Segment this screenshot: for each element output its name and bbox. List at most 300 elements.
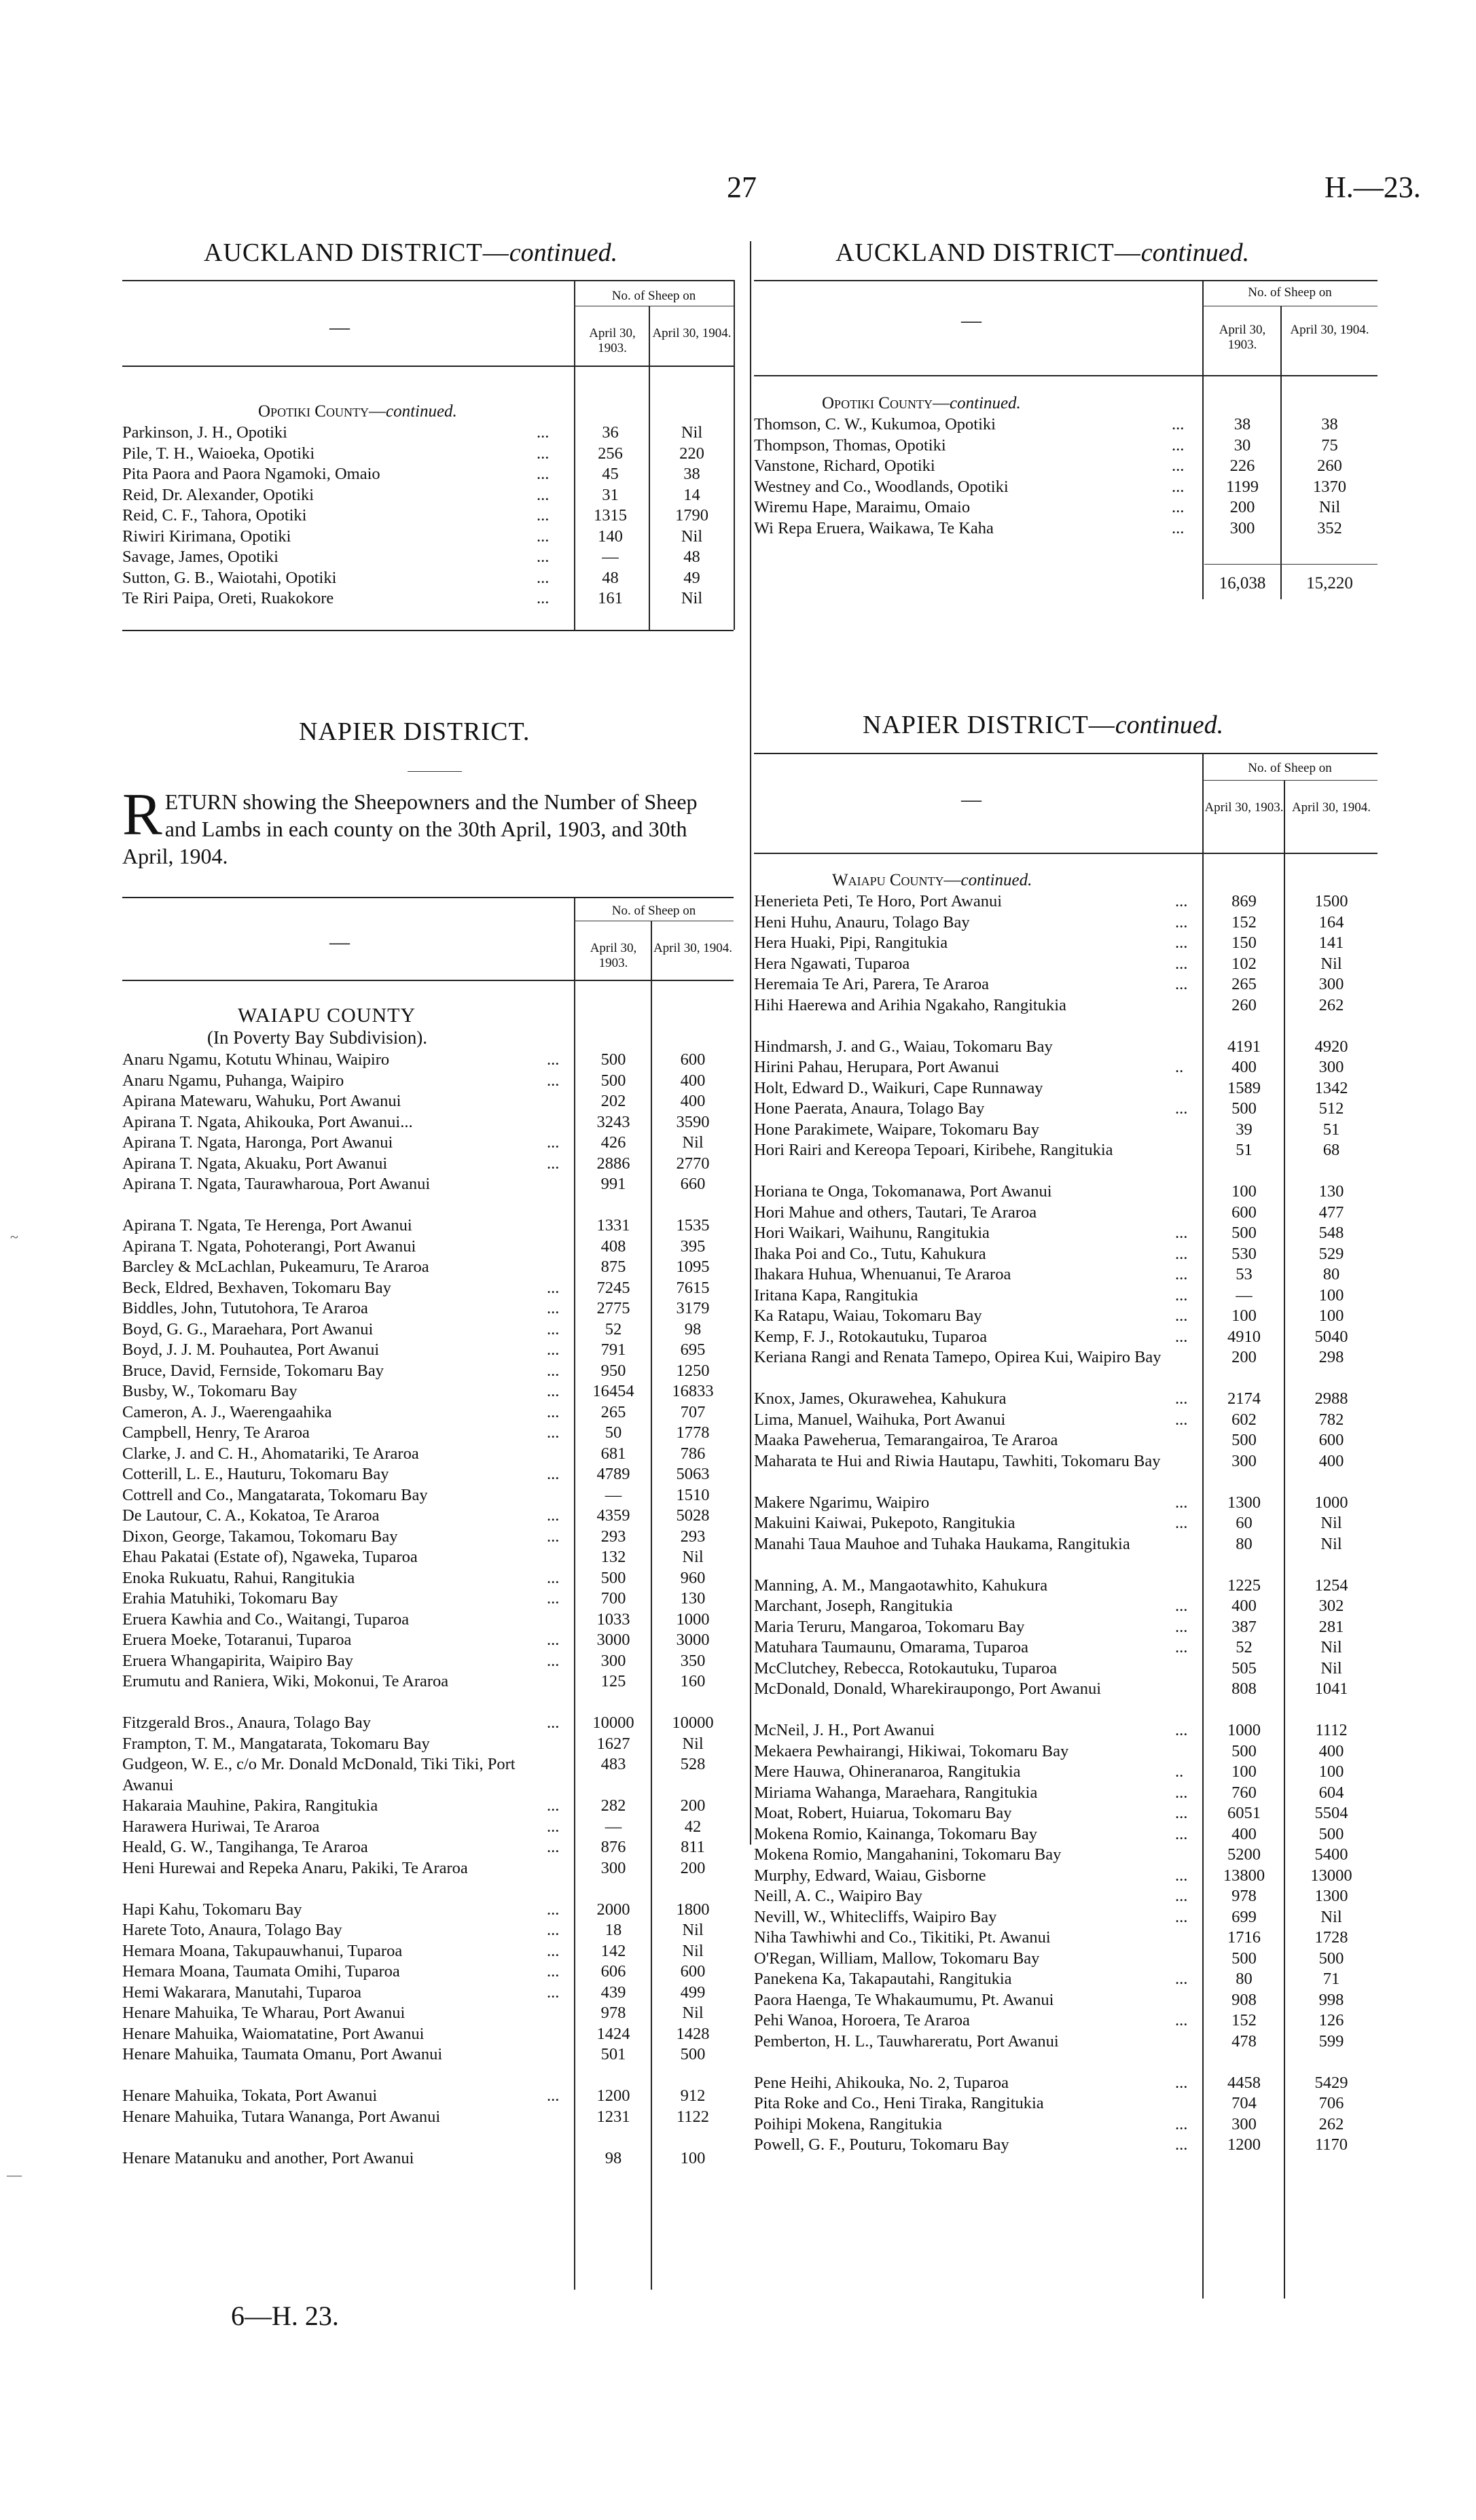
table-row [754,1866,1378,1887]
leader-dots: ... [1175,1514,1188,1532]
owner-name: Harawera Huriwai, Te Araroa [122,1817,320,1836]
owner-name: De Lautour, C. A., Kokatoa, Te Araroa [122,1506,380,1525]
leader-dots: ... [547,1796,560,1815]
owner-name: Hera Ngawati, Tuparoa [754,954,910,973]
sheep-1904: 1250 [676,1361,710,1380]
sheep-1903: 876 [600,1838,626,1856]
table-row [122,2086,734,2107]
sheep-1903: 2174 [1227,1389,1261,1408]
napier-right-col-group-rule [1202,780,1378,781]
sheep-1904: 5063 [676,1465,710,1483]
table-row [122,1630,734,1651]
sheep-1903: 51 [1236,1141,1253,1159]
leader-dots: ... [547,1568,560,1587]
table-row [754,1389,1378,1410]
owner-name: Manahi Taua Mauhoe and Tuhaka Haukama, Rangitukia [754,1534,1130,1553]
table-row [754,1783,1378,1804]
leader-dots: .. [1175,1762,1184,1781]
table-row [122,1361,734,1382]
owner-name: McClutchey, Rebecca, Rotokautuku, Tuparoa [754,1658,1058,1678]
owner-name: Heni Huhu, Anauru, Tolago Bay [754,912,970,931]
leader-dots: ... [547,1278,560,1297]
table-row [122,1319,734,1341]
leader-dots: ... [1175,2114,1188,2133]
napier-left-subcounty-heading: (In Poverty Bay Subdivision). [207,1027,427,1048]
sheep-1904: Nil [682,1548,704,1566]
sheep-1904: 200 [680,1796,706,1815]
auckland-left-col1-header: April 30, 1903. [589,326,636,355]
sheep-1904: 529 [1318,1244,1344,1263]
leader-dots: ... [547,1299,560,1317]
table-row [754,1347,1378,1389]
owner-name: Mokena Romio, Kainanga, Tokomaru Bay [754,1824,1037,1843]
leader-dots: ... [1175,2135,1188,2154]
owner-name: McDonald, Donald, Wharekiraupongo, Port Awanui [754,1680,1102,1698]
table-row [122,1610,734,1631]
owner-name: McNeil, J. H., Port Awanui [754,1721,935,1739]
table-row [122,1734,734,1755]
napier-right-header-rule [754,853,1378,854]
owner-name: Hori Waikari, Waihunu, Rangitukia [754,1224,990,1242]
table-row [122,1485,734,1506]
sheep-1903: 875 [600,1258,626,1276]
table-row: Thomson, C. W., Kukumoa, Opotiki ... 38 38 [754,415,1338,433]
owner-name: Matuhara Taumaunu, Omarama, Tuparoa [754,1638,1029,1656]
napier-right-col1-header: April 30, 1903. [1204,800,1284,815]
leader-dots: ... [547,1050,560,1069]
sheep-1904: Nil [682,1133,704,1152]
table-row [122,1154,734,1175]
sheep-1904: 1778 [676,1423,710,1442]
owner-name: Ehau Pakatai (Estate of), Ngaweka, Tuparoa [122,1548,418,1566]
margin-mark: ~ [10,1228,18,1245]
owner-name: Iritana Kapa, Rangitukia [754,1285,918,1305]
sheep-1903: 869 [1231,892,1257,910]
sheep-1904: 912 [680,2087,706,2105]
owner-name: Pemberton, H. L., Tauwhareratu, Port Awanui [754,2031,1059,2051]
sheep-1903: 80 [1236,1534,1253,1553]
sheep-1903: 102 [1231,954,1257,973]
sheep-1903: 4458 [1227,2073,1261,2092]
sheep-1903: 142 [600,1941,626,1960]
owner-name: Heald, G. W., Tangihanga, Te Araroa [122,1838,368,1856]
sheep-1904: 1000 [1314,1493,1348,1512]
table-row [122,1589,734,1610]
napier-left-intro: RETURN showing the Sheepowners and the Number of Sheep and Lambs in each county on the 30th April, 1903, and 30th April, 1904. [122,782,698,868]
table-row [754,1762,1378,1783]
sheep-1903: 530 [1231,1244,1257,1263]
sheep-1904: 100 [1318,1762,1344,1781]
sheep-1903: 52 [1236,1638,1253,1656]
sheep-1904: Nil [1320,1658,1342,1678]
table-row [122,1671,734,1713]
sheep-1903: 483 [600,1755,626,1773]
table-row [754,2135,1378,2156]
sheep-1903: 681 [600,1444,626,1463]
table-row [754,1223,1378,1244]
sheep-1904: 548 [1318,1224,1344,1242]
sheep-1903: 3243 [596,1112,630,1131]
sheep-1904: 1254 [1314,1576,1348,1595]
owner-name: Hemara Moana, Takupauwhanui, Tuparoa [122,1941,403,1960]
sheep-1903: 760 [1231,1783,1257,1802]
sheep-1904: 100 [680,2148,706,2167]
owner-name: Clarke, J. and C. H., Ahomatariki, Te Araroa [122,1444,419,1463]
sheep-1903: 500 [1231,1741,1257,1760]
owner-name: Kemp, F. J., Rotokautuku, Tuparoa [754,1327,988,1346]
sheep-1903: — [605,1817,622,1836]
table-row [122,1112,734,1133]
owner-name: Powell, G. F., Pouturu, Tokomaru Bay [754,2135,1009,2154]
leader-dots: ... [1175,1265,1188,1283]
leader-dots: ... [1175,1804,1188,1822]
sheep-1903: 100 [1231,1182,1257,1201]
owner-name: Pehi Wanoa, Horoera, Te Araroa [754,2011,970,2029]
sheep-1903: 300 [1231,1451,1257,1470]
table-row [122,2003,734,2024]
auckland-right-header-rule [754,375,1378,376]
sheep-1904: 1095 [676,1258,710,1276]
table-row [754,1534,1378,1576]
sheep-1903: 808 [1231,1680,1257,1698]
owner-name: Hirini Pahau, Herupara, Port Awanui [754,1058,1000,1076]
table-row [754,1886,1378,1907]
auckland-left-desc-dash: — [329,316,350,338]
sheep-1904: 1800 [676,1900,710,1919]
table-row [754,1617,1378,1638]
auckland-right-total-1904: 15,220 [1306,574,1353,592]
sheep-1904: Nil [682,2004,704,2022]
auckland-left-rows [122,423,734,609]
sheep-1903: 1627 [596,1734,630,1753]
table-row [122,1713,734,1734]
owner-name: Maaka Paweherua, Temarangairoa, Te Araroa [754,1431,1058,1449]
owner-name: Makuini Kaiwai, Pukepoto, Rangitukia [754,1514,1015,1532]
table-row [754,1078,1378,1099]
leader-dots: ... [547,1319,560,1338]
table-row [754,933,1378,954]
table-row: Sutton, G. B., Waiotahi, Opotiki ... 48 49 [122,568,700,587]
owner-name: Apirana T. Ngata, Taurawharoua, Port Awanui [122,1175,431,1193]
owner-name: Murphy, Edward, Waiau, Gisborne [754,1866,986,1885]
sheep-1904: 600 [1318,1431,1344,1449]
sheep-1903: 704 [1231,2094,1257,2112]
leader-dots: ... [547,1589,560,1608]
owner-name: Hori Rairi and Kereopa Tepoari, Kiribehe, Rangitukia [754,1141,1113,1159]
napier-right-county-heading: Waiapu County—continued. [832,871,1032,889]
owner-name: Pita Roke and Co., Heni Tiraka, Rangitukia [754,2094,1044,2112]
sheep-1903: 1200 [1227,2135,1261,2154]
owner-name: Henare Mahuika, Te Wharau, Port Awanui [122,2004,406,2022]
table-row [122,1278,734,1299]
leader-dots: ... [547,1900,560,1919]
table-row [122,1817,734,1838]
table-row [122,1402,734,1423]
sheep-1904: 998 [1318,1990,1344,2009]
table-row [754,1928,1378,1949]
owner-name: Manning, A. M., Mangaotawhito, Kahukura [754,1576,1048,1595]
owner-name: Eruera Kawhia and Co., Waitangi, Tuparoa [122,1610,410,1629]
owner-name: Hindmarsh, J. and G., Waiau, Tokomaru Bay [754,1037,1053,1056]
table-row [122,1920,734,1941]
sheep-1904: 160 [680,1672,706,1690]
table-row [754,2031,1378,2073]
owner-name: Campbell, Henry, Te Araroa [122,1423,310,1442]
napier-right-top-rule [754,753,1378,754]
owner-name: Hakaraia Mauhine, Pakira, Rangitukia [122,1796,378,1815]
owner-name: Hihi Haerewa and Arihia Ngakaho, Rangitukia [754,995,1066,1014]
owner-name: Mekaera Pewhairangi, Hikiwai, Tokomaru Bay [754,1741,1069,1760]
napier-left-col1-header: April 30, 1903. [590,941,637,970]
table-row: Wi Repa Eruera, Waikawa, Te Kaha ... 300 352 [754,518,1342,537]
sheep-1904: 2988 [1314,1389,1348,1408]
owner-name: Dixon, George, Takamou, Tokomaru Bay [122,1527,398,1546]
sheep-1903: 152 [1231,2011,1257,2029]
sheep-1904: 1510 [676,1485,710,1504]
sheep-1903: — [1236,1285,1253,1305]
sheep-1903: 1231 [596,2107,630,2126]
table-row [122,1527,734,1548]
sheep-1904: 16833 [672,1382,714,1400]
sheep-1904: 164 [1318,912,1344,931]
napier-left-title: NAPIER DISTRICT. [299,717,530,746]
sheep-1903: 2886 [596,1154,630,1173]
table-row [122,2024,734,2045]
sheep-1904: 400 [1318,1451,1344,1470]
sheep-1904: 300 [1318,1058,1344,1076]
leader-dots: ... [1175,1410,1188,1429]
sheep-1903: 1200 [596,2087,630,2105]
auckland-right-col2-header: April 30, 1904. [1290,323,1369,337]
leader-dots: .. [1175,1058,1184,1076]
sheep-1903: 978 [600,2004,626,2022]
sheep-1903: 699 [1231,1907,1257,1926]
table-row: Parkinson, J. H., Opotiki ... 36 Nil [122,423,703,442]
table-row [754,1658,1378,1680]
sheep-1903: 400 [1231,1058,1257,1076]
leader-dots: ... [547,1402,560,1421]
sheep-1904: 5504 [1314,1804,1348,1822]
owner-name: Anaru Ngamu, Kotutu Whinau, Waipiro [122,1050,390,1069]
table-row: Vanstone, Richard, Opotiki ... 226 260 [754,457,1342,475]
sheep-1904: 80 [1322,1265,1340,1283]
sheep-1904: 604 [1318,1783,1344,1802]
sheep-1904: 707 [680,1402,706,1421]
napier-right-desc-dash: — [961,788,982,811]
sheep-1903: 265 [1231,975,1257,993]
sheep-1904: 500 [1318,1949,1344,1968]
sheep-1904: 395 [680,1237,706,1256]
sheep-1903: 18 [605,1921,622,1939]
sheep-1903: 500 [1231,1099,1257,1118]
sheep-1904: 293 [680,1527,706,1546]
sheep-1903: 602 [1231,1410,1257,1429]
leader-dots: ... [1175,1617,1188,1636]
sheep-1904: 98 [684,1319,702,1338]
sheep-1903: 500 [600,1568,626,1587]
sheep-1903: 500 [600,1071,626,1090]
napier-left-county-heading: WAIAPU COUNTY [238,1004,416,1027]
sheep-1903: 4910 [1227,1327,1261,1346]
sheep-1904: 1112 [1315,1721,1348,1739]
owner-name: Erumutu and Raniera, Wiki, Mokonui, Te Araroa [122,1672,449,1690]
sheep-1903: 52 [605,1319,622,1338]
sheep-1903: 700 [600,1589,626,1608]
napier-left-top-rule [122,897,734,898]
table-row [754,1596,1378,1617]
sheep-1903: 1300 [1227,1493,1261,1512]
sheep-1903: 950 [600,1361,626,1380]
table-row [754,1037,1378,1058]
owner-name: Heremaia Te Ari, Parera, Te Araroa [754,975,989,993]
sheep-1904: 262 [1318,995,1344,1014]
leader-dots: ... [547,1133,560,1152]
table-row [122,1547,734,1568]
napier-left-col-group: No. of Sheep on [611,904,696,918]
table-row [122,1257,734,1278]
owner-name: Maharata te Hui and Riwia Hautapu, Tawhiti, Tokomaru Bay [754,1451,1161,1470]
auckland-left-col-divider-3 [734,280,735,630]
sheep-1904: 130 [680,1589,706,1608]
sheep-1904: 3590 [676,1112,710,1131]
sheep-1904: 4920 [1314,1037,1348,1056]
table-row [754,1990,1378,2011]
sheep-1904: 51 [1322,1120,1340,1139]
table-row [122,1381,734,1402]
owner-name: Beck, Eldred, Bexhaven, Tokomaru Bay [122,1278,391,1297]
leader-dots: ... [1175,1285,1188,1305]
table-row [754,1493,1378,1514]
leader-dots: ... [1175,892,1188,910]
napier-right-col2-header: April 30, 1904. [1291,800,1371,815]
sheep-1904: 71 [1322,1970,1340,1988]
owner-name: Makere Ngarimu, Waipiro [754,1493,930,1512]
table-row [754,1949,1378,1970]
owner-name: Enoka Rukuatu, Rahui, Rangitukia [122,1568,355,1587]
auckland-right-top-rule [754,280,1378,281]
owner-name: Paora Haenga, Te Whakaumumu, Pt. Awanui [754,1990,1054,2009]
leader-dots: ... [1175,2073,1188,2092]
sheep-1904: 1728 [1314,1928,1348,1947]
sheep-1903: 300 [600,1858,626,1877]
table-row: Riwiri Kirimana, Opotiki ... 140 Nil [122,527,703,546]
owner-name: Eruera Moeke, Totaranui, Tuparoa [122,1631,352,1649]
owner-name: Heni Hurewai and Repeka Anaru, Pakiki, Te Araroa [122,1858,468,1877]
sheep-1904: 400 [1318,1741,1344,1760]
table-row [122,1237,734,1258]
leader-dots: ... [1175,1307,1188,1325]
owner-name: Henare Mahuika, Tutara Wananga, Port Awanui [122,2107,441,2126]
sheep-1904: 68 [1322,1141,1340,1159]
sheep-1904: 528 [680,1755,706,1773]
table-row [122,1900,734,1921]
table-row [122,1837,734,1858]
sheep-1903: 791 [600,1341,626,1359]
table-row [754,1451,1378,1493]
leader-dots: ... [1175,1099,1188,1118]
auckland-right-total-rule [1204,564,1378,565]
table-row: Reid, C. F., Tahora, Opotiki ... 1315 1790 [122,506,708,525]
auckland-right-county-heading: Opotiki County—continued. [822,394,1021,412]
auckland-left-header-rule [122,366,734,367]
leader-dots: ... [1175,1907,1188,1926]
sheep-1904: 100 [1318,1285,1344,1305]
napier-left-rows [122,1050,734,2169]
table-row [754,1430,1378,1451]
auckland-right-col1-header: April 30, 1903. [1219,323,1266,352]
owner-name: Lima, Manuel, Waihuka, Port Awanui [754,1410,1006,1429]
sheep-1904: 5028 [676,1506,710,1525]
sheep-1903: 991 [600,1175,626,1193]
table-row [122,1215,734,1237]
auckland-right-col-group: No. of Sheep on [1248,285,1332,300]
table-row [122,1506,734,1527]
leader-dots: ... [547,2087,560,2105]
sheep-1904: 400 [680,1092,706,1110]
sheep-1904: Nil [1320,1534,1342,1553]
sheep-1903: 293 [600,1527,626,1546]
table-row [122,1174,734,1215]
page-signature: 6—H. 23. [231,2301,339,2331]
table-row: Te Riri Paipa, Oreti, Ruakokore ... 161 Nil [122,589,703,607]
sheep-1903: 400 [1231,1824,1257,1843]
leader-dots: ... [547,1527,560,1546]
owner-name: Hone Paerata, Anaura, Tolago Bay [754,1099,985,1118]
napier-right-rows [754,891,1378,2156]
sheep-1904: Nil [682,1921,704,1939]
sheep-1904: 130 [1318,1182,1344,1201]
table-row: Pile, T. H., Waioeka, Opotiki ... 256 220 [122,444,704,463]
sheep-1903: 4789 [596,1465,630,1483]
table-row [754,2114,1378,2135]
sheep-1903: 1225 [1227,1576,1261,1595]
sheep-1904: 500 [680,2045,706,2063]
sheep-1903: 505 [1231,1658,1257,1678]
sheep-1904: 2770 [676,1154,710,1173]
leader-dots: ... [1175,1389,1188,1408]
table-row [122,2044,734,2086]
sheep-1903: 439 [600,1983,626,2002]
sheep-1903: 200 [1231,1348,1257,1366]
sheep-1904: 600 [680,1962,706,1981]
napier-left-intro-dropcap: R [122,782,162,848]
sheep-1904: 400 [680,1071,706,1090]
sheep-1904: 7615 [676,1278,710,1297]
leader-dots: ... [1175,912,1188,931]
table-row [754,1907,1378,1928]
sheep-1904: 1041 [1314,1680,1348,1698]
sheep-1904: 1535 [676,1216,710,1235]
table-row [754,1720,1378,1741]
leader-dots: ... [1175,1721,1188,1739]
auckland-right-rows [754,414,1378,539]
table-row [754,1679,1378,1720]
auckland-left-col2-header: April 30, 1904. [652,326,732,340]
sheep-1904: 42 [684,1817,702,1836]
table-row [122,1444,734,1465]
owner-name: Busby, W., Tokomaru Bay [122,1382,298,1400]
sheep-1904: 960 [680,1568,706,1587]
sheep-1904: 5429 [1314,2073,1348,2092]
sheep-1903: 50 [605,1423,622,1442]
sheep-1904: 706 [1318,2094,1344,2112]
sheep-1903: 1000 [1227,1721,1261,1739]
table-row [754,912,1378,934]
table-row: Savage, James, Opotiki ... — 48 [122,548,700,566]
leader-dots: ... [547,1714,560,1732]
owner-name: Cotterill, L. E., Hauturu, Tokomaru Bay [122,1465,389,1483]
owner-name: Harete Toto, Anaura, Tolago Bay [122,1921,342,1939]
